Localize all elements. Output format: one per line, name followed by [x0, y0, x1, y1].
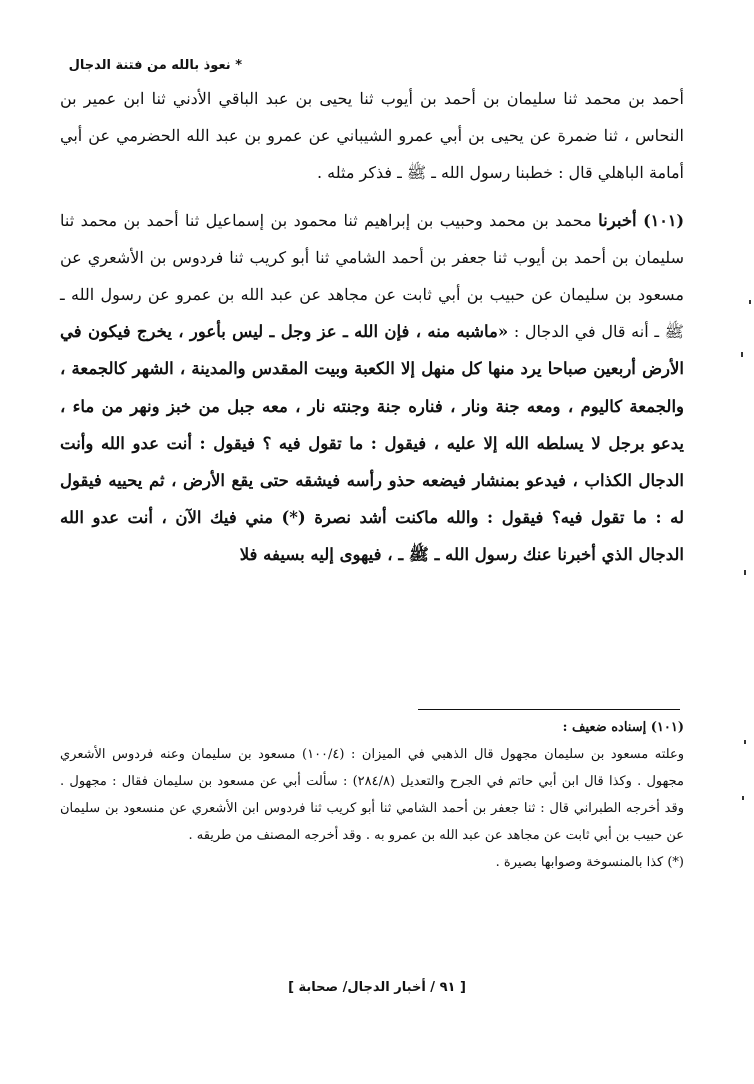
hadith-number: (١٠١) — [643, 210, 685, 230]
running-head: * نعوذ بالله من فتنة الدجال — [68, 58, 242, 73]
footnote-divider — [418, 709, 680, 710]
hadith-matn: «ماشبه منه ، فإن الله ـ عز وجل ـ ليس بأعور ، يخرج فيكون في الأرض أربعين صباحا يرد منها كل منهل إلا الكعبة وبيت المقدس والمدينة ، الشهر كالجمعة ، والجمعة كاليوم ، ومعه جنة ونار ، فناره جنة وجنته نار ، معه جبل من خبز ونهر من ماء ، يدعو برجل لا يسلطه الله إلا عليه ، فيقول : ما تقول فيه ؟ فيقول : أنت عدو الله وأنت الدجال الكذاب ، فيدعو بمنشار فيضعه حذو رأسه فيشقه حتى يقع الأرض ، ثم يحييه فيقول له : ما تقول فيه؟ فيقول : والله ماكنت أشد نصرة (*) مني فيك الآن ، أنت عدو الله الدجال الذي أخبرنا عنك رسول الله ـ ﷺ ـ ، فيهوى إليه بسيفه فلا — [60, 322, 684, 565]
footnotes — [60, 714, 684, 876]
scan-mark — [749, 300, 751, 304]
scan-mark — [742, 796, 744, 800]
footnote-body: وعلته مسعود بن سليمان مجهول قال الذهبي في الميزان : (١٠٠/٤) مسعود بن سليمان وعنه فردوس الأشعري مجهول . وكذا قال ابن أبي حاتم في الجرح والتعديل (٢٨٤/٨) : سألت أبي عن مسعود بن سليمان فقال : مجهول . وقد أخرجه الطبراني قال : ثنا جعفر بن أحمد الشامي ثنا أبو كريب ثنا فردوس ابن الأشعري عن منسعود بن سليمان عن حبيب بن أبي ثابت عن مجاهد عن عبد الله بن عمرو به . وقد أخرجه المصنف من طريقه . — [60, 747, 684, 843]
page-footer: [ ٩١ / أخبار الدجال/ صحابة ] — [288, 980, 466, 995]
hadith-101 — [60, 202, 684, 574]
main-text — [60, 80, 684, 574]
hadith-opening: أخبرنا — [598, 210, 637, 230]
scan-mark — [741, 352, 743, 357]
footnote-heading: (١٠١) إسناده ضعيف : — [562, 720, 684, 735]
scan-mark — [744, 740, 746, 744]
footnote-star-note: (*) كذا بالمنسوخة وصوابها بصيرة . — [495, 855, 684, 870]
hadith-previous-continuation: أحمد بن محمد ثنا سليمان بن أحمد بن أيوب ثنا يحيى بن عبد الباقي الأدني ثنا ابن عمير بن النحاس ، ثنا ضمرة عن يحيى بن أبي عمرو الشيباني عن عمرو بن عبد الله الحضرمي عن أبي أمامة الباهلي قال : خطبنا رسول الله ـ ﷺ ـ فذكر مثله . — [60, 89, 684, 183]
hadith-isnad: محمد بن محمد وحبيب بن إبراهيم ثنا محمود بن إسماعيل ثنا أحمد بن محمد ثنا سليمان بن أحمد بن أيوب ثنا جعفر بن أحمد الشامي ثنا أبو كريب ثنا فردوس بن الأشعري عن مسعود بن سليمان عن حبيب بن أبي ثابت عن مجاهد عن عبد الله بن عمرو عن رسول الله ـ ﷺ ـ أنه قال في الدجال : — [60, 210, 685, 342]
scan-mark — [744, 570, 746, 575]
